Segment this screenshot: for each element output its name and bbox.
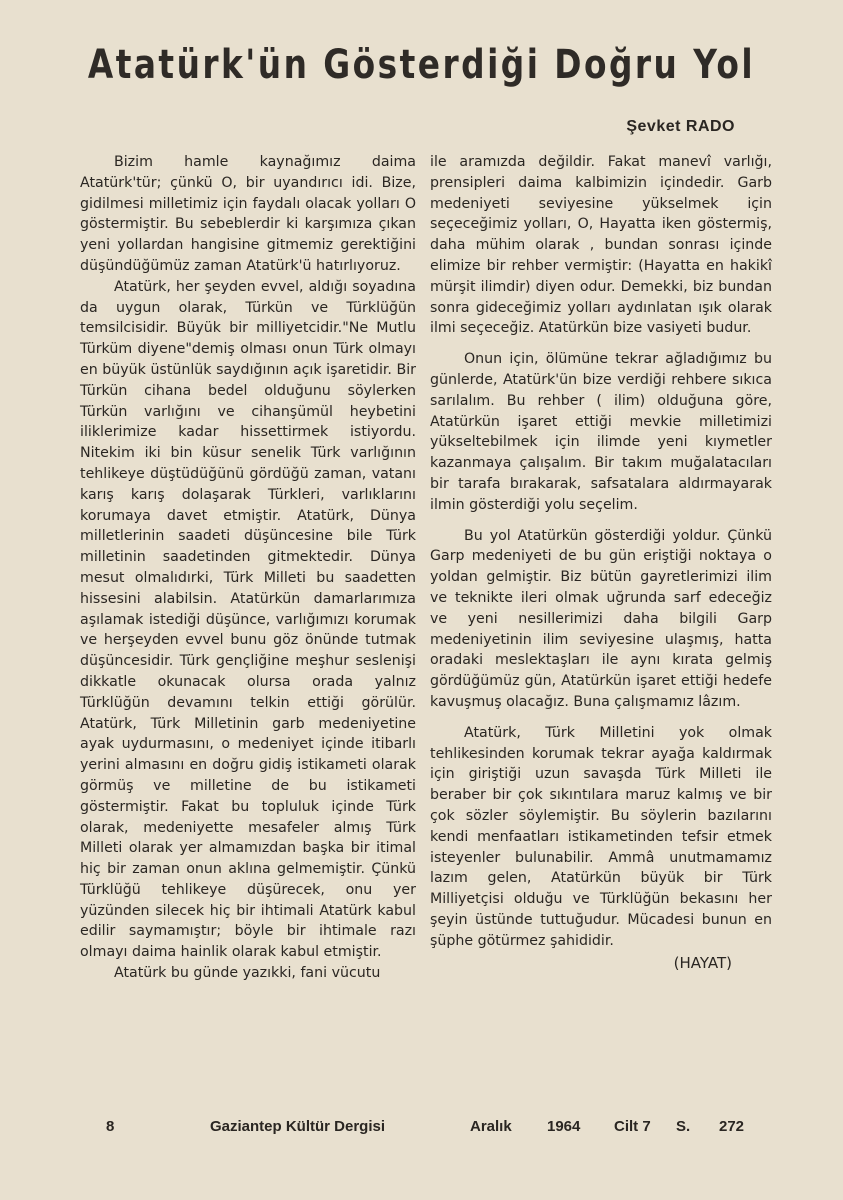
paragraph: ile aramızda değildir. Fakat manevî varlığı, prensipleri daima kalbimizin içindedir. Garb medeniyeti seviyesine yükselmek için seçeceğimiz yolları, O, Hayatta iken göstermiş, daha mühim olarak , bundan sonrası içinde elimize bir rehber vermiştir: (Hayatta en hakikî mürşit ilimdir) diyen odur. Demekki, biz bundan sonra gideceğimiz yolları aydınlatan ışık olarak ilmi seçeceğiz. Atatürkün bize vasiyeti budur.: [430, 154, 772, 337]
issue-month: Aralık: [470, 1118, 512, 1135]
issue-year: 1964: [547, 1118, 581, 1135]
issue-label: S.: [676, 1118, 691, 1135]
article-title: Atatürk'ün Gösterdiği Doğru Yol: [87, 42, 756, 88]
page-number: 8: [106, 1118, 115, 1135]
paragraph: Atatürk, her şeyden evvel, aldığı soyadına da uygun olarak, Türkün ve Türklüğün temsilcisidir. Büyük bir milliyetcidir."Ne Mutlu Türküm diyene"demiş olması onun Türk olmayı en büyük üstünlük saydığının açık işaretidir. Bir Türkün cihana bedel olduğunu söylerken Türkün varlığını ve cihanşümül heybetini iliklerimize kadar hissettirmek istiyordu. Nitekim iki bin küsur senelik Türk varlığının tehlikeye düştüdüğünü gördüğü zaman, vatanı karış karış dolaşarak Türkleri, varlıklarını korumaya davet etmiştir. Atatürk, Dünya milletlerinin saadeti düşüncesine bile Türk milletinin saadetinden gitmektedir. Dünya mesut olmalıdırki, Türk Milleti bu saadetten hissesini alabilsin. Atatürkün damarlarımıza aşılamak istediği düşünce, varlığımızı korumak ve herşeyden evvel bunu göz önünde tutmak düşüncesidir. Türk gençliğine meşhur seslenişi dikkatle okunacak olursa orada yalnız Türklüğün devamını telkin ettiği görülür. Atatürk, Türk Milletinin garb medeniyetine ayak uydurmasını, o medeniyet içinde itibarlı yerini almasını en doğru gidiş istikameti olarak görmüş ve milletine de bu istikameti göstermiştir. Fakat bu topluluk içinde Türk olarak, medeniyette mesafeler almış Türk Milleti olarak yer almamızdan başka bir itimal hiç bir zaman onun aklına gelmemiştir. Çünkü Türklüğü tehlikeye düşürecek, onu yer yüzünden silecek hiç bir ihtimali Atatürk kabul edilir saymamıştır; böyle bir ihtimale razı olmayı daima hainlik olarak kabul etmiştir.: [80, 278, 416, 961]
paragraph: Onun için, ölümüne tekrar ağladığımız bu günlerde, Atatürk'ün bize verdiği rehbere sıkıca sarılalım. Bu rehber ( ilim) olduğuna göre, Atatürkün işaret ettiği mevkie milletimizi yükseltebilmek için ilimde yeni kıymetler kazanmaya çalışalım. Bir takım muğalatacıları bir tarafa bırakarak, safsatalara aldırmayarak ilmin gösterdiği yolu seçelim.: [430, 351, 772, 513]
paragraph: Atatürk bu günde yazıkki, fani vücutu: [114, 965, 381, 982]
volume: Cilt 7: [614, 1118, 651, 1135]
magazine-name: Gaziantep Kültür Dergisi: [210, 1118, 386, 1135]
paragraph: Atatürk, Türk Milletini yok olmak tehlikesinden korumak tekrar ayağa kaldırmak için giriştiği uzun savaşda Türk Milleti ile beraber bir çok sıkıntılara maruz kalmış ve bir çok sözler söylemiştir. Bu söylerin bazılarını kendi menfaatları istikametinden tefsir etmek isteyenler bulunabilir. Ammâ unutmamamız lazım gelen, Atatürkün büyük bir Türk Milliyetçisi olduğu ve Türklüğün bekasını her şeyin üstünde tuttuğudur. Mücadesi bunun en şüphe götürmez şahididir.: [430, 724, 772, 949]
issue-number: 272: [719, 1118, 745, 1135]
paragraph: Bizim hamle kaynağımız daima Atatürk'tür; çünkü O, bir uyandırıcı idi. Bize, gidilmesi milletimiz için faydalı olacak yolları O göstermiştir. Bu sebeblerdir ki karşımıza çıkan yeni yollardan hangisine gitmemiz gerektiğini düşündüğümüz zaman Atatürk'ü hatırlıyoruz.: [80, 154, 416, 274]
page-footer: [0, 1118, 843, 1142]
left-column: [80, 152, 416, 984]
right-column: [430, 152, 772, 974]
article-author: Şevket RADO: [626, 118, 735, 135]
source-attribution: (HAYAT): [673, 954, 732, 973]
paragraph: Bu yol Atatürkün gösterdiği yoldur. Çünkü Garp medeniyeti de bu gün eriştiği noktaya o yoldan gelmiştir. Biz bütün gayretlerimizi ilim ve teknikte ileri olmak uğrunda sarf edeceğiz ve yeni nesillerimizi daha bilgili Garp medeniyetinin ilim seviyesine ulaşmış, hatta oradaki meslektaşları ile aynı kırata gelmiş gördüğümüz gün, Atatürkün işaret ettiği hedefe kavuşmuş olacağız. Buna çalışmamız lâzım.: [430, 527, 772, 710]
